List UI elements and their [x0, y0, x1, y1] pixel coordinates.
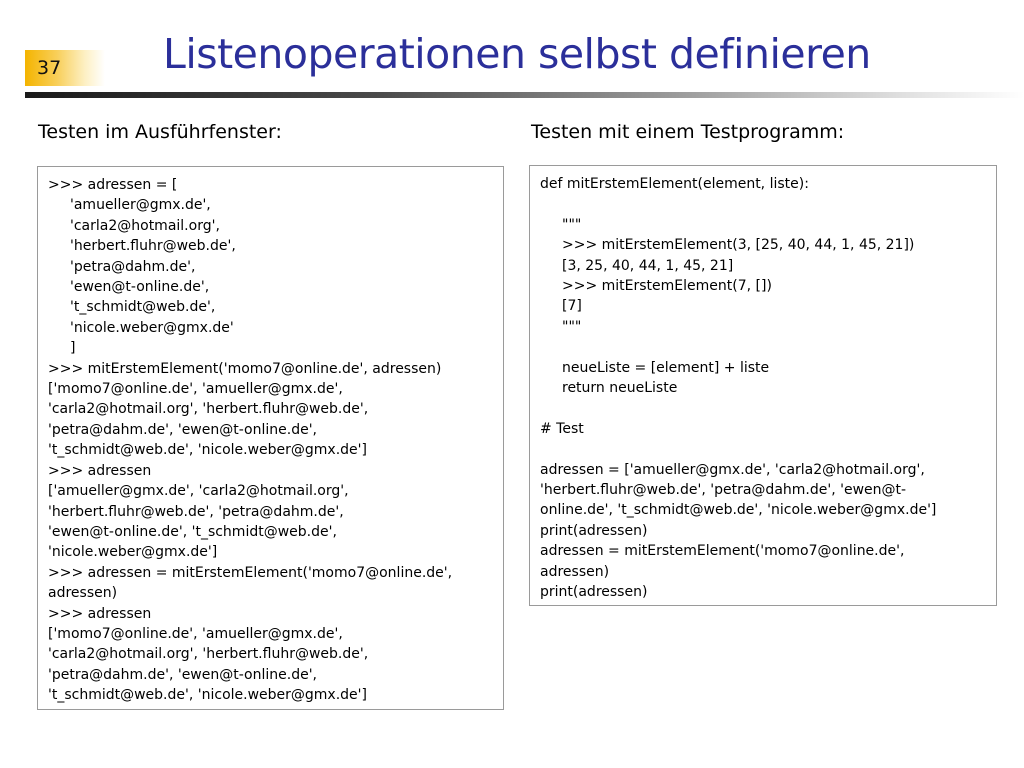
code-line: >>> adressen	[48, 605, 152, 622]
code-line: adressen)	[48, 585, 118, 602]
code-line: ['momo7@online.de', 'amueller@gmx.de',	[48, 381, 343, 398]
code-line: 'petra@dahm.de', 'ewen@t-online.de',	[48, 421, 318, 438]
code-line: >>> adressen = [	[48, 177, 178, 193]
code-line: print(adressen)	[540, 584, 648, 601]
code-line: 't_schmidt@web.de', 'nicole.weber@gmx.de']	[48, 442, 367, 459]
code-line: """	[562, 216, 582, 233]
code-line: # Test	[540, 420, 584, 437]
code-line: 'herbert.fluhr@web.de', 'petra@dahm.de',	[48, 503, 344, 520]
interpreter-session-box	[37, 166, 504, 710]
code-line: 'herbert.fluhr@web.de', 'petra@dahm.de', 'ewen@t-	[540, 482, 907, 499]
code-line: def mitErstemElement(element, liste):	[540, 176, 809, 192]
code-line: ]	[70, 340, 76, 357]
code-line: neueListe = [element] + liste	[562, 359, 770, 376]
code-line: >>> mitErstemElement(3, [25, 40, 44, 1, 45, 21])	[562, 237, 915, 254]
code-line: 'ewen@t-online.de',	[70, 279, 210, 296]
code-line: 'petra@dahm.de',	[70, 258, 196, 275]
code-line: [7]	[562, 298, 582, 315]
code-line: return neueListe	[562, 380, 678, 397]
code-line: 'nicole.weber@gmx.de']	[48, 544, 218, 561]
code-line: ['amueller@gmx.de', 'carla2@hotmail.org',	[48, 483, 349, 500]
slide-number: 37	[25, 50, 105, 86]
code-line: 'carla2@hotmail.org', 'herbert.fluhr@web.de',	[48, 401, 369, 418]
code-line: 't_schmidt@web.de',	[70, 299, 216, 316]
code-line: 'ewen@t-online.de', 't_schmidt@web.de',	[48, 523, 337, 540]
code-line: online.de', 't_schmidt@web.de', 'nicole.weber@gmx.de']	[540, 502, 937, 519]
code-line: 't_schmidt@web.de', 'nicole.weber@gmx.de']	[48, 687, 367, 704]
code-line: >>> mitErstemElement('momo7@online.de', adressen)	[48, 360, 442, 377]
code-line: adressen = ['amueller@gmx.de', 'carla2@hotmail.org',	[540, 461, 925, 478]
code-line: 'petra@dahm.de', 'ewen@t-online.de',	[48, 666, 318, 683]
code-line: 'amueller@gmx.de',	[70, 197, 211, 214]
right-column-heading: Testen mit einem Testprogramm:	[531, 121, 845, 143]
code-line	[540, 194, 986, 214]
code-line: """	[562, 318, 582, 335]
code-line: print(adressen)	[540, 522, 648, 539]
code-line: adressen)	[540, 563, 610, 580]
test-program-box	[529, 165, 997, 606]
title-underline	[25, 92, 1024, 98]
code-line: >>> adressen	[48, 462, 152, 479]
code-line: adressen = mitErstemElement('momo7@online.de',	[540, 543, 905, 560]
code-line: >>> adressen = mitErstemElement('momo7@online.de',	[48, 564, 453, 581]
code-line	[540, 439, 986, 459]
code-line: 'carla2@hotmail.org',	[70, 217, 220, 234]
code-line: [3, 25, 40, 44, 1, 45, 21]	[562, 257, 734, 274]
code-line	[540, 398, 986, 418]
left-column-heading: Testen im Ausführfenster:	[38, 121, 282, 143]
code-line: ['momo7@online.de', 'amueller@gmx.de',	[48, 625, 343, 642]
code-line: 'herbert.fluhr@web.de',	[70, 238, 236, 255]
code-line	[540, 337, 986, 357]
code-line: 'carla2@hotmail.org', 'herbert.fluhr@web.de',	[48, 646, 369, 663]
slide-title: Listenoperationen selbst definieren	[163, 30, 871, 78]
code-line: 'nicole.weber@gmx.de'	[70, 319, 234, 336]
code-line: >>> mitErstemElement(7, [])	[562, 278, 772, 295]
